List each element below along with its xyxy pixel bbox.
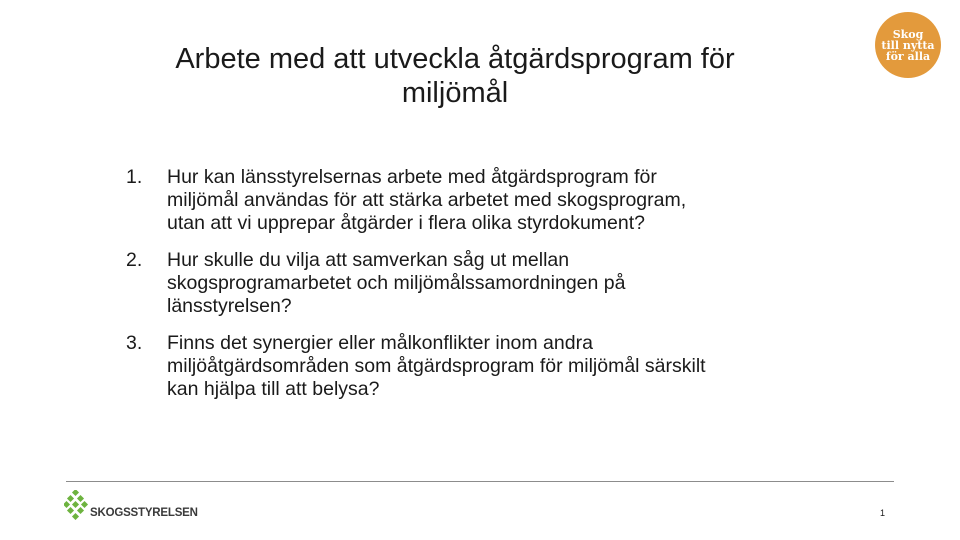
badge-line-3: för alla xyxy=(885,49,931,63)
question-line: miljöåtgärdsområden som åtgärdsprogram för miljömål särskilt xyxy=(167,355,706,377)
question-number: 3. xyxy=(126,332,143,354)
logo-text: SKOGSSTYRELSEN xyxy=(90,507,198,519)
question-number: 1. xyxy=(126,166,143,188)
question-line: Hur skulle du vilja att samverkan såg ut mellan xyxy=(167,249,570,271)
question-line: länsstyrelsen? xyxy=(167,295,292,317)
question-line: skogsprogramarbetet och miljömålssamordningen på xyxy=(167,272,626,294)
question-item xyxy=(126,166,826,235)
slide-title-line-2: miljömål xyxy=(401,77,509,109)
question-line: Finns det synergier eller målkonflikter inom andra xyxy=(167,332,593,354)
question-line: kan hjälpa till att belysa? xyxy=(167,378,380,400)
question-line: utan att vi upprepar åtgärder i flera olika styrdokument? xyxy=(167,212,646,234)
question-list xyxy=(126,166,826,415)
skog-till-nytta-badge xyxy=(875,12,941,78)
slide-title xyxy=(60,42,850,110)
footer-divider xyxy=(66,481,894,482)
question-line: miljömål användas för att stärka arbetet med skogsprogram, xyxy=(167,189,687,211)
badge-line-1: Skog xyxy=(892,27,924,41)
question-item xyxy=(126,249,826,318)
question-number: 2. xyxy=(126,249,143,271)
skogsstyrelsen-logo xyxy=(64,490,198,526)
badge-line-2: till nytta xyxy=(881,38,935,52)
slide-title-line-1: Arbete med att utveckla åtgärdsprogram för xyxy=(175,43,735,75)
page-number: 1 xyxy=(880,508,886,518)
question-item xyxy=(126,332,826,401)
skogsstyrelsen-logo-icon xyxy=(64,490,90,520)
question-line: Hur kan länsstyrelsernas arbete med åtgärdsprogram för xyxy=(167,166,657,188)
